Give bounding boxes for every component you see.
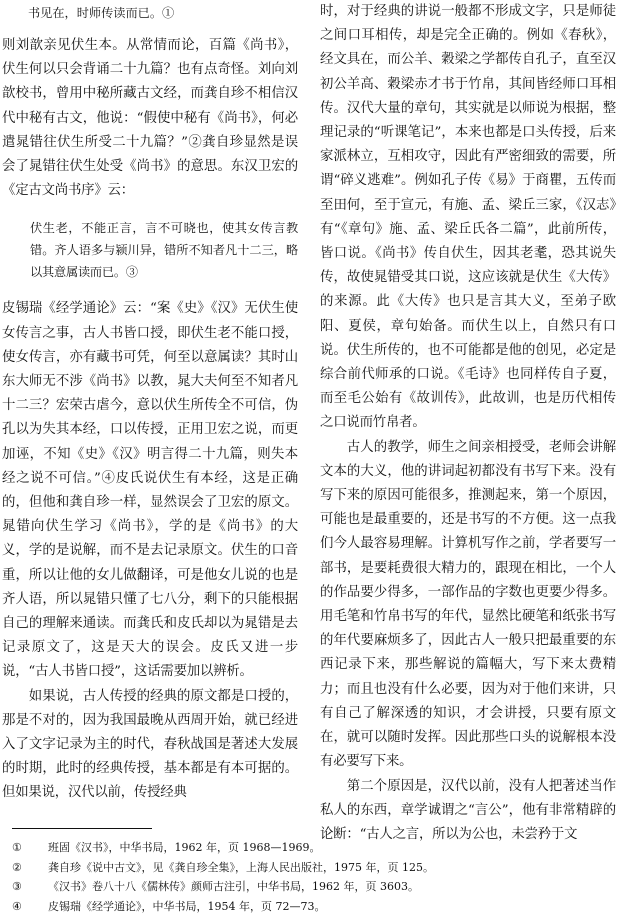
footnote: [12, 877, 612, 897]
paragraph-pi-xirui: 皮锡瑞《经学通论》云：“案《史》《汉》无伏生使女传言之事，古人书皆口授，即伏生老不能口授，使女传言，亦有藏书可凭，何至以意属读？其时山东大师无不涉《尚书》以教，晁大夫何至不知者凡十二三？宏荣古虐今，意以伏生所传全不可信，伪孔以为失其本经，口以传授，正用卫宏之说，而更加诬，不知《史》《汉》明言得二十九篇，则失本经之说不可信。”④皮氏说伏生有本经，这是正确的，但他和龚自珍一样，显然误会了卫宏的原文。晁错向伏生学习《尚书》，学的是《尚书》的大义，学的是说解，而不是去记录原文。伏生的口音重，所以让他的女儿做翻译，可是他女儿说的也是齐人语，所以晁错只懂了七八分，剩下的只能根据自己的理解来通读。而龚氏和皮氏却以为晁错是去记录原文了，这是天大的误会。皮氏又进一步说，“古人书皆口授”，这话需要加以辨析。: [2, 301, 298, 680]
quote-continuation: 书见在，时师传读而已。①: [28, 6, 175, 20]
footnote: [12, 858, 612, 878]
footnote-mark: ①: [12, 841, 22, 854]
footnote-mark: ②: [12, 860, 22, 874]
footnote-text: 班固《汉书》，中华书局，1962 年，页 1968—1969。: [48, 841, 321, 854]
left-column: [2, 0, 298, 806]
footnote-mark: ③: [12, 880, 22, 893]
paragraph-oral-transmission: 如果说，古人传授的经典的原文都是口授的，那是不对的，因为我国最晚从西周开始，就已经进入了文字记录为主的时代，春秋战国是著述大发展的时期，此时的经典传授，基本都是有本可据的。但如果说，汉代以前，传授经典: [2, 688, 298, 801]
paragraph-teaching-reason-one: 古人的教学，师生之间亲相授受，老师会讲解文本的大义，他的讲词起初都没有书写下来。没有写下来的原因可能很多，推测起来，第一个原因，可能也是最重要的，还是书写的不方便。这一点我们今人最容易理解。计算机写作之前，学者要写一部书，是要耗费很大精力的，跟现在相比，一个人的作品要少得多，一部作品的字数也更要少得多。用毛笔和竹帛书写的年代，显然比硬笔和纸张书写的年代要麻烦多了，因此古人一般只把最重要的东西记录下来，那些解说的篇幅大，写下来太费精力；而且也没有什么必要，因为对于他们来讲，只有自己了解深透的知识，才会讲授，只要有原文在，就可以随时发挥。因此那些口头的说解根本没有必要写下来。: [320, 439, 616, 770]
footnote: [12, 897, 612, 917]
footnote-text: 龚自珍《说中古文》，见《龚自珍全集》，上海人民出版社，1975 年，页 125。: [48, 860, 434, 874]
footnote-text: 《汉书》卷八十八《儒林传》颜师古注引，中华书局，1962 年，页 3603。: [48, 880, 419, 893]
paragraph-commentary-tradition: 时，对于经典的讲说一般都不形成文字，只是师徒之间口耳相传，却是完全正确的。例如《春秋》，经文具在，而公羊、穀梁之学都传自孔子，直至汉初公羊高、穀梁赤才书于竹帛，其间皆经师口耳相传。汉代大量的章句，其实就是以师说为根据，整理记录的“听课笔记”，本来也都是口头传授，后来家派林立，互相攻守，因此有严密细致的需要，所谓“碎义逃难”。例如孔子传《易》于商瞿，五传而至田何，至于宣元，有施、孟、梁丘三家，《汉志》有“《章句》施、孟、梁丘氏各二篇”，此前所传，皆口说。《尚书》传自伏生，因其老耄，恐其说失传，故使晁错受其口说，这应该就是伏生《大传》的来源。此《大传》也只是言其大义，至弟子欧阳、夏侯，章句始备。而伏生以上，自然只有口说。伏生所传的，也不可能都是他的创见，必定是综合前代师承的口说。《毛诗》也同样传自子夏，而至毛公始有《故训传》，此故训，也是历代相传之口说而竹帛者。: [320, 4, 616, 431]
footnote-text: 皮锡瑞《经学通论》，中华书局，1954 年，页 72—73。: [48, 899, 326, 913]
block-quote-wei-hong: 伏生老，不能正言，言不可晓也，使其女传言教错。齐人语多与颍川异，错所不知者凡十二三，略以其意属读而已。③: [30, 221, 298, 280]
paragraph-teaching-reason-two: 第二个原因是，汉代以前，没有人把著述当作私人的东西，章学诚谓之“言公”，他有非常精辟的论断：“古人之言，所以为公也，未尝矜于文: [320, 778, 616, 842]
footnotes: [12, 838, 612, 916]
paragraph-liu-xin: 则刘歆亲见伏生本。从常情而论，百篇《尚书》，伏生何以只会背诵二十九篇？也有点奇怪。刘向刘歆校书，曾用中秘所藏古文经，而龚自珍不相信汉代中秘有古文，他说：“假使中秘有《尚书》，何必遣晁错往伏生所受二十九篇？”②龚自珍显然是误会了晁错往伏生处受《尚书》的意思。东汉卫宏的《定古文尚书序》云：: [2, 38, 298, 199]
footnote: [12, 838, 612, 858]
footnote-divider: [12, 828, 152, 829]
footnote-mark: ④: [12, 899, 22, 913]
right-column: [320, 0, 616, 847]
